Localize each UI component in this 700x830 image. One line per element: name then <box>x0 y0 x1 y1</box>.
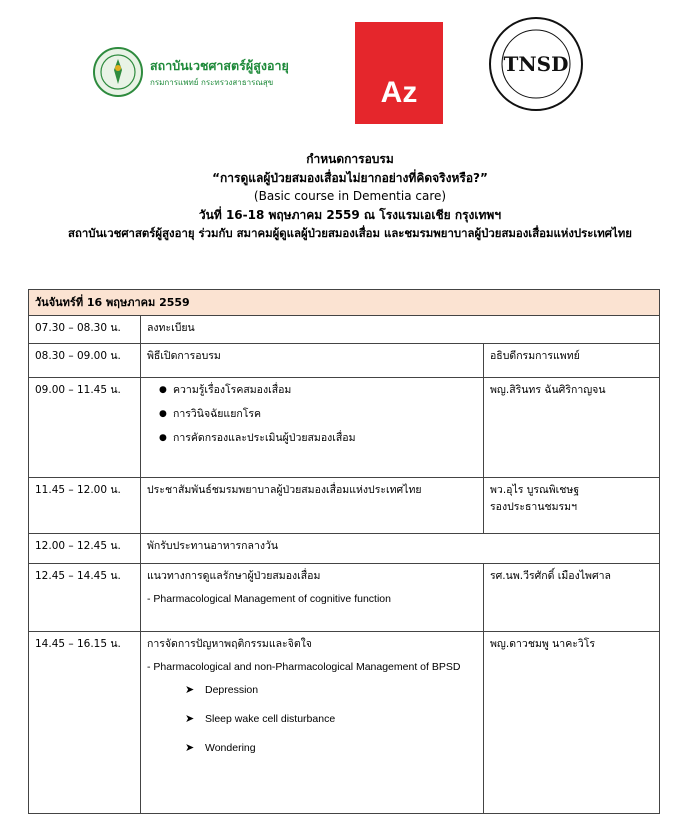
row-speaker: รศ.นพ.วีรศักดิ์ เมืองไพศาล <box>484 564 660 632</box>
institute-seal-icon <box>92 46 144 98</box>
row-topic <box>141 378 484 478</box>
topic-title: การจัดการปัญหาพฤติกรรมและจิตใจ <box>147 638 312 650</box>
tnsd-logo-text: TNSD <box>503 52 569 76</box>
row-speaker <box>484 478 660 534</box>
row-topic: พักรับประทานอาหารกลางวัน <box>141 534 660 564</box>
document-heading <box>0 150 700 243</box>
row-time: 14.45 – 16.15 น. <box>29 632 141 814</box>
heading-date-venue: วันที่ 16-18 พฤษภาคม 2559 ณ โรงแรมเอเชีย กรุงเทพฯ <box>198 207 502 222</box>
row-speaker: อธิบดีกรมการแพทย์ <box>484 344 660 378</box>
row-time: 11.45 – 12.00 น. <box>29 478 141 534</box>
table-row <box>29 378 660 478</box>
logo-bar <box>0 0 700 135</box>
row-speaker: พญ.สิรินทร ฉันศิริกาญจน <box>484 378 660 478</box>
topic-bullet-list <box>147 382 477 447</box>
row-speaker: พญ.ดาวชมพู นาคะวิโร <box>484 632 660 814</box>
heading-organizers: สถาบันเวชศาสตร์ผู้สูงอายุ ร่วมกับ สมาคมผู้ดูแลผู้ป่วยสมองเสื่อม และชมรมพยาบาลผู้ป่วยสมองเสื่อมแห่งประเทศไทย <box>68 226 632 240</box>
table-row <box>29 316 660 344</box>
row-topic: ลงทะเบียน <box>141 316 660 344</box>
table-row <box>29 534 660 564</box>
topic-arrow-list <box>147 682 477 757</box>
row-time: 12.45 – 14.45 น. <box>29 564 141 632</box>
list-item: ➤ Depression <box>185 682 477 699</box>
row-time: 12.00 – 12.45 น. <box>29 534 141 564</box>
row-time: 07.30 – 08.30 น. <box>29 316 141 344</box>
list-item: ➤ Wondering <box>185 740 477 757</box>
heading-course-english: (Basic course in Dementia care) <box>253 189 447 203</box>
speaker-role: รองประธานชมรมฯ <box>490 501 578 513</box>
institute-subtitle: กรมการแพทย์ กระทรวงสาธารณสุข <box>150 78 274 87</box>
table-row <box>29 478 660 534</box>
list-item: ● ความรู้เรื่องโรคสมองเสื่อม <box>159 382 477 399</box>
topic-subtitle: - Pharmacological Management of cognitive function <box>147 593 391 605</box>
heading-course-thai: “การดูแลผู้ป่วยสมองเสื่อมไม่ยากอย่างที่คิดจริงหรือ?” <box>212 170 488 185</box>
institute-name: สถาบันเวชศาสตร์ผู้สูงอายุ <box>150 58 289 73</box>
row-topic <box>141 564 484 632</box>
topic-subtitle: - Pharmacological and non-Pharmacological Management of BPSD <box>147 661 461 673</box>
list-item: ➤ Sleep wake cell disturbance <box>185 711 477 728</box>
table-row <box>29 632 660 814</box>
table-row <box>29 344 660 378</box>
tnsd-logo <box>486 14 586 114</box>
day-header: วันจันทร์ที่ 16 พฤษภาคม 2559 <box>29 290 660 316</box>
row-topic: ประชาสัมพันธ์ชมรมพยาบาลผู้ป่วยสมองเสื่อมแห่งประเทศไทย <box>141 478 484 534</box>
list-item: ● การคัดกรองและประเมินผู้ป่วยสมองเสื่อม <box>159 430 477 447</box>
schedule-table <box>28 289 660 814</box>
table-row <box>29 564 660 632</box>
speaker-name: พว.อุไร บูรณพิเชษฐ <box>490 484 580 496</box>
list-item: ● การวินิจฉัยแยกโรค <box>159 406 477 423</box>
row-time: 09.00 – 11.45 น. <box>29 378 141 478</box>
row-topic <box>141 632 484 814</box>
az-logo <box>355 22 443 124</box>
row-topic: พิธีเปิดการอบรม <box>141 344 484 378</box>
institute-logo <box>92 46 322 100</box>
az-logo-text: Az <box>380 76 418 109</box>
topic-title: แนวทางการดูแลรักษาผู้ป่วยสมองเสื่อม <box>147 570 321 582</box>
heading-title: กำหนดการอบรม <box>306 152 394 166</box>
row-time: 08.30 – 09.00 น. <box>29 344 141 378</box>
